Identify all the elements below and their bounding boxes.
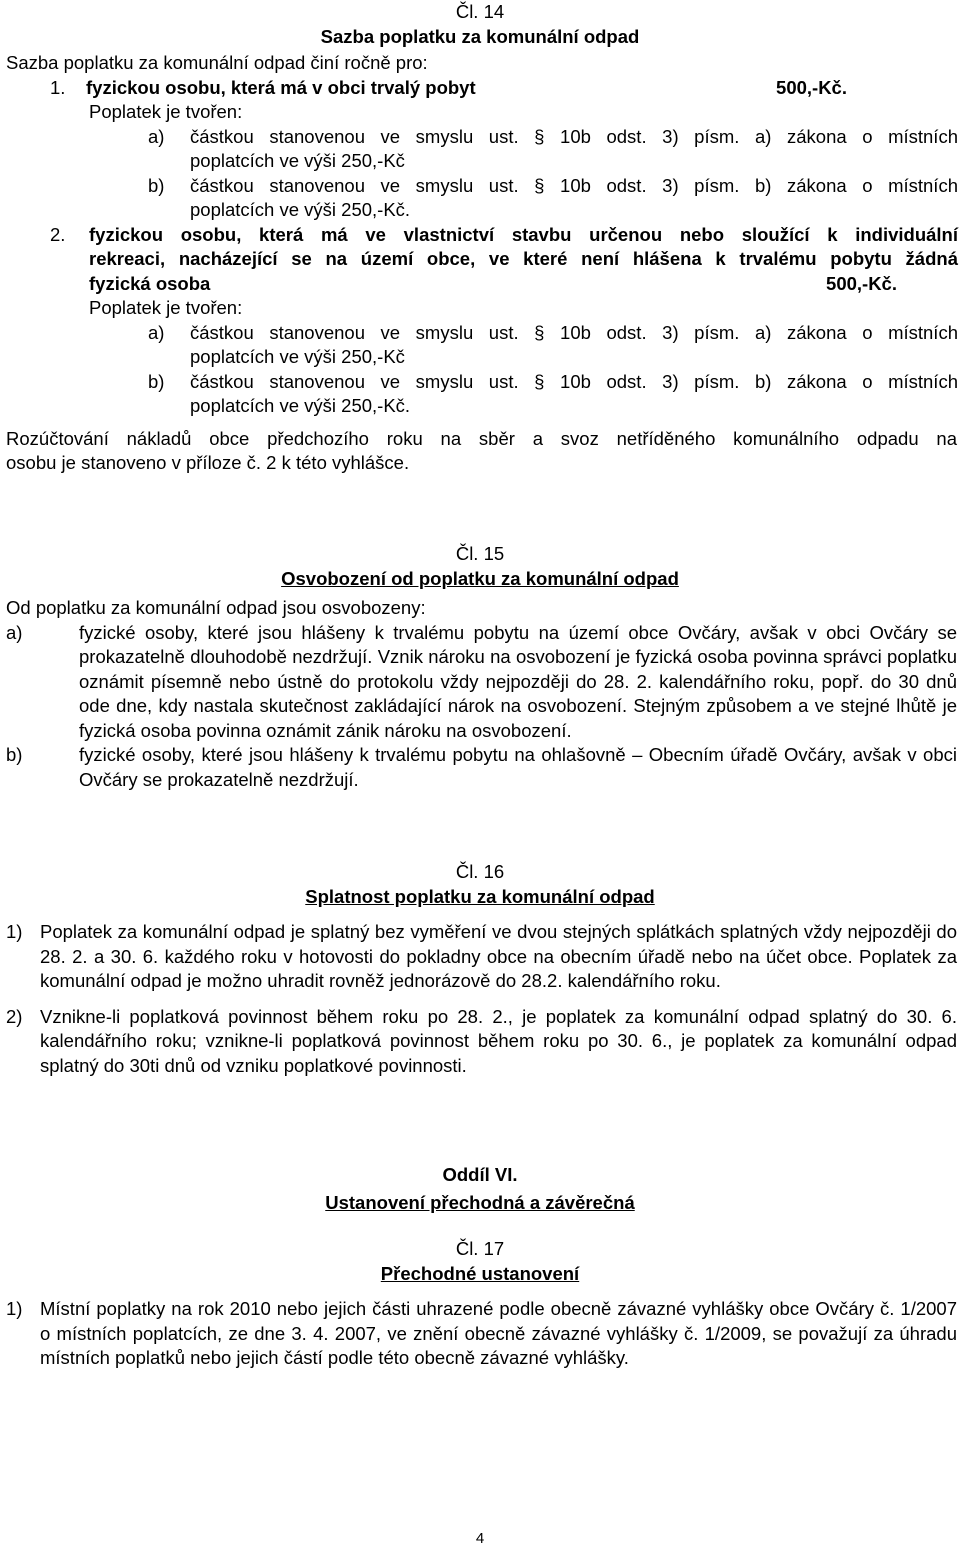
article-17-title: Přechodné ustanovení [380, 1262, 580, 1284]
transitional-1-text: Místní poplatky na rok 2010 nebo jejich části uhrazené podle obecně závazné vyhlášky obce Ovčáry č. 1/2007 o místních poplatcích, ze dne 3. 4. 2007, ve znění obecně závazné vyhlášky č. 1/2009, se považují za úhradu místních poplatků nebo jejich částí podle této obecně závazné vyhlášky. [40, 1298, 957, 1368]
item-1-text: fyzickou osobu, která má v obci trvalý pobyt [86, 76, 476, 98]
payment-2-label: 2) [6, 1005, 23, 1027]
payment-2 [0, 1005, 957, 1079]
exemption-a-text: fyzické osoby, které jsou hlášeny k trvalému pobytu na území obce Ovčáry, avšak v obci Ovčáry se prokazatelně dlouhodobě nezdržují. Vznik nároku na osvobození je fyzická osoba povinna správci poplatku oznámit písemně nebo ústně do protokolu vždy nejpozději do 28. 2. kalendářního roku, popř. do 30 dnů ode dne, kdy nastala skutečnost zakládající nárok na osvobození. Stejným způsobem a ve stejné lhůtě je fyzická osoba povinna oznámit zánik nároku na osvobození. [79, 621, 957, 741]
article-14-title: Sazba poplatku za komunální odpad [320, 25, 640, 47]
transitional-1-label: 1) [6, 1298, 23, 1319]
payment-2-text: Vznikne-li poplatková povinnost během roku po 28. 2., je poplatek za komunální odpad splatný do 30. 6. kalendářního roku; vznikne-li poplatková povinnost během roku po 30. 6., je poplatek za komunální odpad splatný do 30ti dnů od vzniku poplatkové povinnosti. [40, 1005, 957, 1076]
item-2a-line2: poplatcích ve výši 250,-Kč [190, 346, 405, 367]
item-1a-line1: částkou stanovenou ve smyslu ust. § 10b odst. 3) písm. a) zákona o místních [190, 125, 958, 147]
article-16-title: Splatnost poplatku za komunální odpad [305, 885, 655, 907]
article-15-title: Osvobození od poplatku za komunální odpad [281, 567, 679, 589]
exemption-b [0, 743, 957, 792]
payment-1-label: 1) [6, 921, 23, 942]
item-2a-line1: částkou stanovenou ve smyslu ust. § 10b odst. 3) písm. a) zákona o místních [190, 321, 958, 343]
item-1-number: 1. [50, 76, 66, 98]
costs-line1: Rozúčtování nákladů obce předchozího roku na sběr a svoz netříděného komunálního odpadu na [6, 427, 957, 449]
item-1-row [0, 76, 847, 101]
page-footer [0, 1530, 960, 1548]
exemption-b-text: fyzické osoby, které jsou hlášeny k trvalému pobytu na ohlašovně – Obecním úřadě Ovčáry, avšak v obci Ovčáry se prokazatelně nezdržují. [79, 744, 957, 790]
item-2b-line1: částkou stanovenou ve smyslu ust. § 10b odst. 3) písm. b) zákona o místních [190, 370, 958, 392]
item-1a-line2: poplatcích ve výši 250,-Kč [190, 150, 405, 171]
article-14-number: Čl. 14 [455, 1, 505, 22]
item-1-amount: 500,-Kč. [776, 76, 847, 98]
article-16-number: Čl. 16 [455, 861, 505, 882]
transitional-1 [0, 1297, 957, 1371]
item-2a-label: a) [148, 321, 165, 343]
part-6-title: Oddíl VI. [442, 1164, 518, 1185]
article-15-intro: Od poplatku za komunální odpad jsou osvobozeny: [6, 597, 426, 618]
payment-1 [0, 920, 957, 994]
item-1b-line1: částkou stanovenou ve smyslu ust. § 10b odst. 3) písm. b) zákona o místních [190, 174, 958, 196]
item-2-amount: 500,-Kč. [826, 272, 897, 294]
article-14 [0, 0, 960, 476]
item-2-formed: Poplatek je tvořen: [89, 297, 243, 318]
item-2 [0, 223, 958, 321]
costs-line2: osobu je stanoveno v příloze č. 2 k této vyhlášce. [6, 452, 410, 473]
item-1b-label: b) [148, 174, 165, 196]
item-2b-line2: poplatcích ve výši 250,-Kč. [190, 395, 411, 416]
article-15 [0, 542, 960, 792]
item-1a [0, 125, 958, 223]
item-2b-label: b) [148, 370, 165, 392]
item-1b-line2: poplatcích ve výši 250,-Kč. [190, 199, 411, 220]
page-number: 4 [475, 1530, 485, 1547]
exemption-a-label: a) [6, 621, 23, 643]
item-2-line2: rekreaci, nacházející se na území obce, ve které není hlášena k trvalému pobytu žádná [89, 248, 958, 269]
part-6 [0, 1163, 960, 1215]
article-16 [0, 860, 960, 1078]
article-17-number: Čl. 17 [455, 1238, 505, 1259]
item-2-subitems [0, 321, 958, 419]
costs-paragraph [0, 427, 957, 476]
exemption-a [0, 621, 957, 744]
article-14-intro: Sazba poplatku za komunální odpad činí ročně pro: [6, 52, 428, 73]
item-1a-label: a) [148, 125, 165, 147]
article-17 [0, 1237, 960, 1371]
part-6-subtitle: Ustanovení přechodná a závěrečná [325, 1191, 635, 1213]
item-2-line1: fyzickou osobu, která má ve vlastnictví stavbu určenou nebo sloužící k individuální [89, 223, 958, 245]
item-2-number: 2. [50, 223, 66, 245]
item-1-formed: Poplatek je tvořen: [89, 101, 243, 122]
item-2-line3: fyzická osoba [89, 272, 211, 294]
payment-1-text: Poplatek za komunální odpad je splatný bez vyměření ve dvou stejných splátkách splatných vždy nejpozději do 28. 2. a 30. 6. každého roku v hotovosti do pokladny obce na obecním úřadě nebo na účet obce. Poplatek za komunální odpad je možno uhradit rovněž jednorázově do 28.2. kalendářního roku. [40, 921, 957, 991]
article-15-number: Čl. 15 [455, 543, 505, 564]
exemption-b-label: b) [6, 744, 23, 765]
